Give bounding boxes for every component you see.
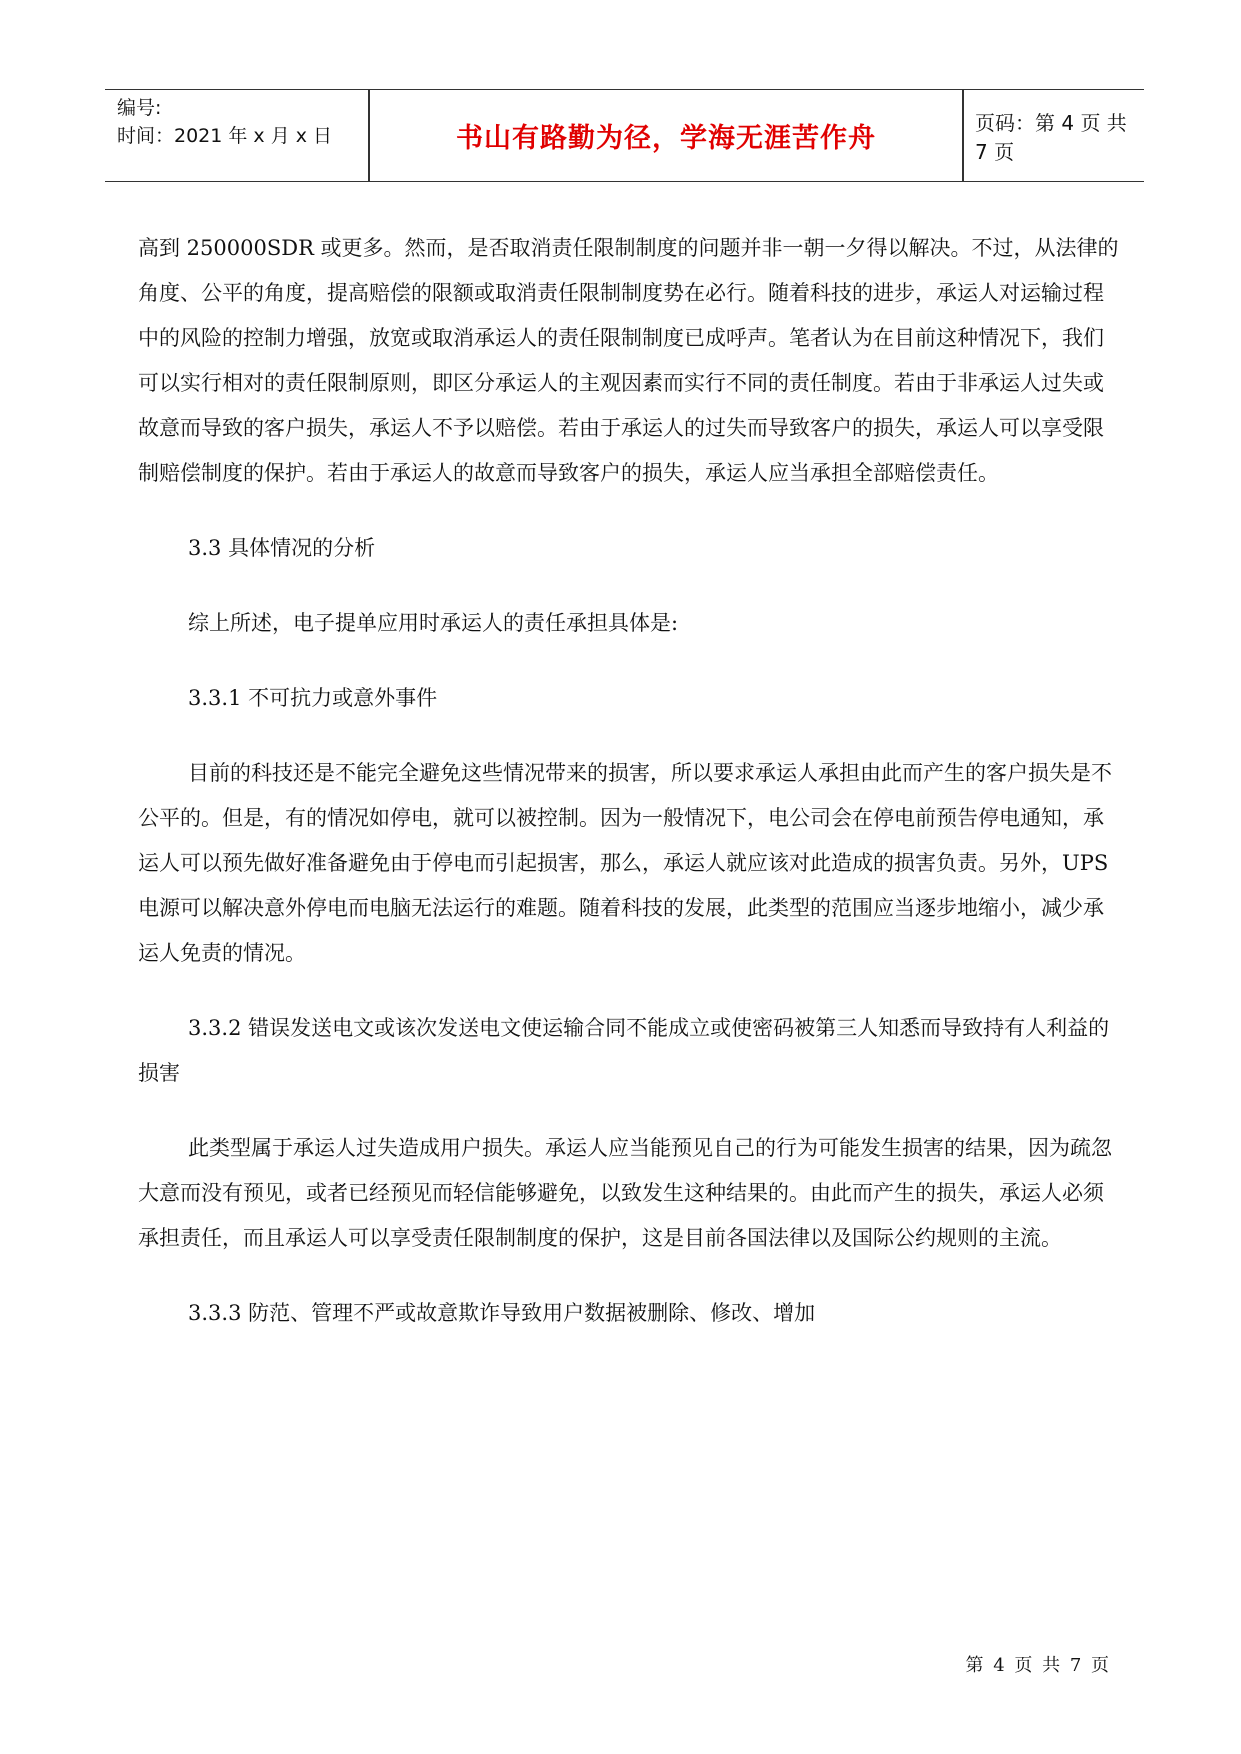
header-divider xyxy=(962,90,964,181)
subsection-heading: 3.3.2 错误发送电文或该次发送电文使运输合同不能成立或使密码被第三人知悉而导致持有人利益的损害 xyxy=(138,1016,1110,1085)
time-label: 时间：2021 年 x 月 x 日 xyxy=(117,125,333,147)
document-body xyxy=(138,226,1124,1366)
paragraph: 此类型属于承运人过失造成用户损失。承运人应当能预见自己的行为可能发生损害的结果，因为疏忽大意而没有预见，或者已经预见而轻信能够避免，以致发生这种结果的。由此而产生的损失，承运人必须承担责任，而且承运人可以享受责任限制制度的保护，这是目前各国法律以及国际公约规则的主流。 xyxy=(138,1136,1112,1250)
section-heading: 3.3 具体情况的分析 xyxy=(188,536,376,560)
header-motto: 书山有路勤为径，学海无涯苦作舟 xyxy=(456,123,876,154)
header-left-info xyxy=(117,94,362,150)
header-page-code: 页码：第 4 页 共 7 页 xyxy=(975,110,1127,164)
subsection-heading: 3.3.1 不可抗力或意外事件 xyxy=(188,686,438,710)
paragraph: 高到 250000SDR 或更多。然而，是否取消责任限制制度的问题并非一朝一夕得以解决。不过，从法律的角度、公平的角度，提高赔偿的限额或取消责任限制制度势在必行。随着科技的进步，承运人对运输过程中的风险的控制力增强，放宽或取消承运人的责任限制制度已成呼声。笔者认为在目前这种情况下，我们可以实行相对的责任限制原则，即区分承运人的主观因素而实行不同的责任制度。若由于非承运人过失或故意而导致的客户损失，承运人不予以赔偿。若由于承运人的过失而导致客户的损失，承运人可以享受限制赔偿制度的保护。若由于承运人的故意而导致客户的损失，承运人应当承担全部赔偿责任。 xyxy=(138,236,1119,485)
page-footer: 第 4 页 共 7 页 xyxy=(965,1655,1111,1676)
serial-label: 编号: xyxy=(117,97,162,119)
paragraph: 目前的科技还是不能完全避免这些情况带来的损害，所以要求承运人承担由此而产生的客户损失是不公平的。但是，有的情况如停电，就可以被控制。因为一般情况下，电公司会在停电前预告停电通知，承运人可以预先做好准备避免由于停电而引起损害，那么，承运人就应该对此造成的损害负责。另外，UPS 电源可以解决意外停电而电脑无法运行的难题。随着科技的发展，此类型的范围应当逐步地缩小，减少承运人免责的情况。 xyxy=(138,761,1112,965)
paragraph: 综上所述，电子提单应用时承运人的责任承担具体是: xyxy=(188,611,679,635)
subsection-heading: 3.3.3 防范、管理不严或故意欺诈导致用户数据被删除、修改、增加 xyxy=(188,1301,816,1325)
page-header xyxy=(105,89,1144,182)
